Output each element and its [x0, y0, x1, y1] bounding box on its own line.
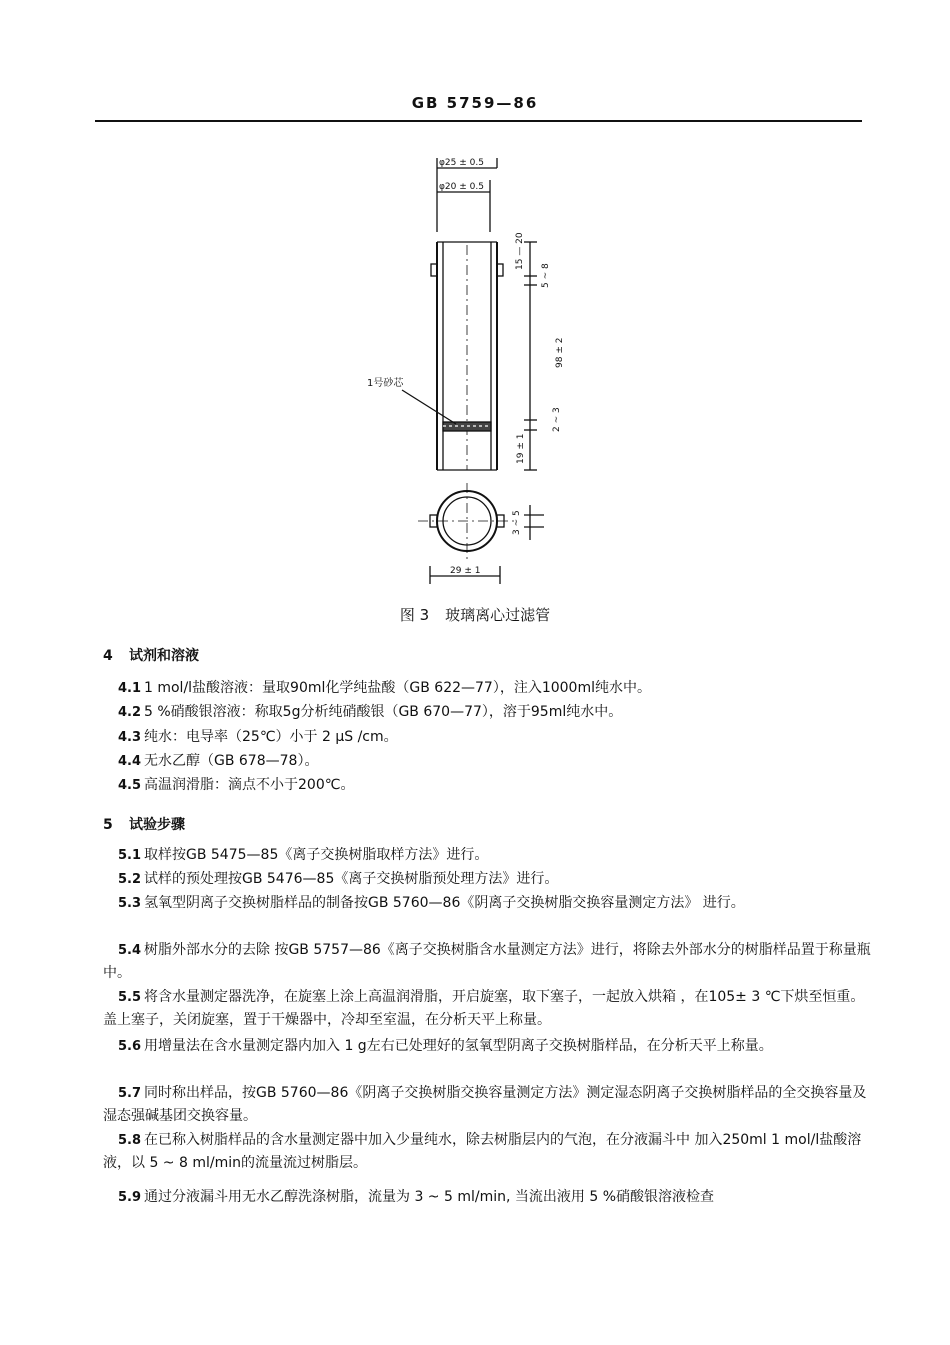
dim-top-total: 15 — 20	[515, 232, 525, 270]
dim-lug-width: 3 ~ 5	[512, 510, 522, 535]
section-title: 5 试验步骤	[103, 817, 185, 833]
list-item: 4.4 无水乙醇（GB 678—78）。	[118, 753, 319, 769]
list-item: 5.9 通过分液漏斗用无水乙醇洗涤树脂，流量为 3 ~ 5 ml/min, 当流出液用 5 %硝酸银溶液检查	[118, 1189, 714, 1205]
figure-caption	[0, 604, 950, 625]
dim-frit-thickness: 2 ~ 3	[552, 407, 562, 432]
page-header: GB 5759—86	[411, 94, 539, 112]
list-item: 5.3 氢氧型阴离子交换树脂样品的制备按GB 5760—86《阴离子交换树脂交换容量测定方法》 进行。	[118, 895, 745, 911]
frit-leader-line	[402, 390, 456, 424]
dim-middle-length: 98 ± 2	[555, 337, 565, 368]
filter-tube-figure	[0, 0, 950, 600]
frit-label: 1号砂芯	[367, 378, 404, 389]
caption-number: 图 3	[399, 606, 430, 624]
list-item: 5.7 同时称出样品，按GB 5760—86《阴离子交换树脂交换容量测定方法》测定湿态阴离子交换树脂样品的全交换容量及湿态强碱基团交换容量。	[103, 1085, 867, 1124]
list-item: 5.1 取样按GB 5475—85《离子交换树脂取样方法》进行。	[118, 847, 489, 863]
dim-bottom-length: 19 ± 1	[516, 433, 526, 464]
list-item: 4.5 高温润滑脂：滴点不小于200℃。	[118, 777, 355, 793]
dim-top-lug: 5 ~ 8	[541, 263, 551, 288]
list-item: 5.8 在已称入树脂样品的含水量测定器中加入少量纯水，除去树脂层内的气泡，在分液漏斗中 加入250ml 1 mol/l盐酸溶液，以 5 ~ 8 ml/min的流量流过树脂层。	[103, 1132, 862, 1171]
list-item: 5.5 将含水量测定器洗净，在旋塞上涂上高温润滑脂，开启旋塞，取下塞子，一起放入烘箱 ，在105± 3 ℃下烘至恒重。盖上塞子，关闭旋塞，置于干燥器中，冷却至室温，在分析天平上称量。	[103, 989, 865, 1028]
list-item: 4.1 1 mol/l盐酸溶液：量取90ml化学纯盐酸（GB 622—77），注入1000ml纯水中。	[118, 680, 651, 696]
caption-title: 玻璃离心过滤管	[445, 606, 551, 624]
list-item: 5.4 树脂外部水分的去除 按GB 5757—86《离子交换树脂含水量测定方法》进行，将除去外部水分的树脂样品置于称量瓶中。	[103, 942, 871, 981]
list-item: 4.2 5 %硝酸银溶液：称取5g分析纯硝酸银（GB 670—77），溶于95ml纯水中。	[118, 704, 623, 720]
list-item: 4.3 纯水：电导率（25℃）小于 2 μS /cm。	[118, 729, 398, 745]
dim-outer-diameter: φ25 ± 0.5	[439, 158, 484, 168]
dim-inner-diameter: φ20 ± 0.5	[439, 182, 484, 192]
section-title: 4 试剂和溶液	[103, 648, 199, 664]
list-item: 5.2 试样的预处理按GB 5476—85《离子交换树脂预处理方法》进行。	[118, 871, 559, 887]
list-item: 5.6 用增量法在含水量测定器内加入 1 g左右已处理好的氢氧型阴离子交换树脂样品，在分析天平上称量。	[118, 1038, 773, 1054]
dim-total-width: 29 ± 1	[450, 566, 481, 576]
